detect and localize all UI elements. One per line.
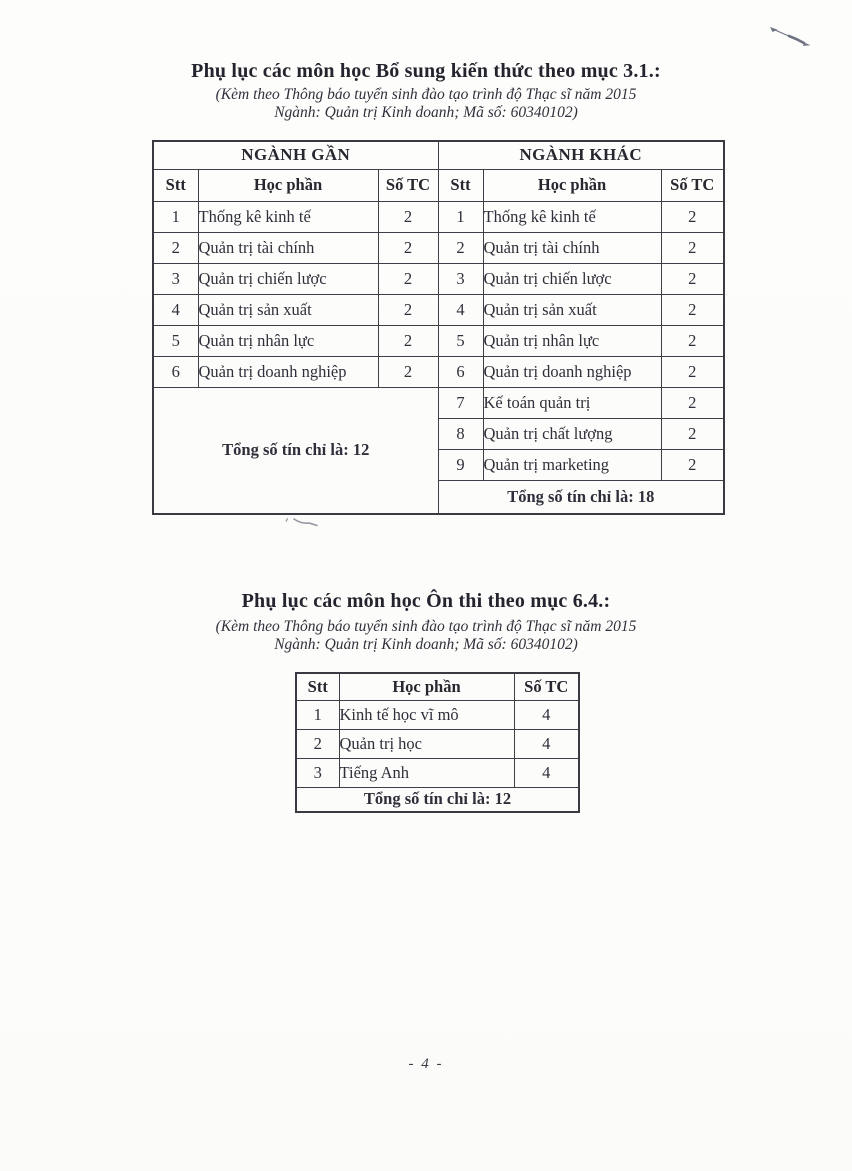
- course-cell: Quản trị nhân lực: [198, 325, 378, 356]
- course-cell: Quản trị nhân lực: [483, 325, 661, 356]
- table-row: [296, 758, 579, 787]
- page-number: - 4 -: [408, 1056, 444, 1072]
- squiggle-icon: [286, 518, 317, 525]
- credits-cell: 2: [661, 387, 724, 418]
- section2-subtitle-line1: (Kèm theo Thông báo tuyển sinh đào tạo trình độ Thạc sĩ năm 2015: [215, 618, 637, 635]
- exam-review-courses-table: [295, 672, 580, 813]
- pen-flick-icon: [770, 27, 811, 46]
- course-cell: Quản trị doanh nghiệp: [483, 356, 661, 387]
- credits-cell: 2: [378, 201, 438, 232]
- credits-cell: 2: [661, 294, 724, 325]
- group-header-nganh-khac: NGÀNH KHÁC: [438, 141, 724, 169]
- stt-cell: 4: [438, 294, 483, 325]
- gan-total-cell: Tổng số tín chỉ là: 12: [153, 387, 438, 514]
- stt-cell: 3: [438, 263, 483, 294]
- section1-title: Phụ lục các môn học Bổ sung kiến thức theo mục 3.1.:: [191, 60, 661, 82]
- credits-cell: 2: [661, 263, 724, 294]
- credits-cell: 2: [378, 356, 438, 387]
- course-cell: Quản trị chất lượng: [483, 418, 661, 449]
- course-cell: Quản trị sản xuất: [198, 294, 378, 325]
- course-cell: Thống kê kinh tế: [483, 201, 661, 232]
- stt-cell: 3: [153, 263, 198, 294]
- course-cell: Quản trị chiến lược: [198, 263, 378, 294]
- stt-cell: 1: [153, 201, 198, 232]
- stt-cell: 2: [296, 729, 339, 758]
- table-row: [153, 356, 724, 387]
- col-header-sotc: Số TC: [514, 673, 579, 700]
- credits-cell: 4: [514, 758, 579, 787]
- khac-total-cell: Tổng số tín chỉ là: 18: [438, 480, 724, 514]
- course-cell: Quản trị doanh nghiệp: [198, 356, 378, 387]
- section2-subtitle-line2: Ngành: Quản trị Kinh doanh; Mã số: 60340102): [274, 636, 578, 653]
- course-cell: Thống kê kinh tế: [198, 201, 378, 232]
- table-row: [153, 263, 724, 294]
- col-header-stt: Stt: [153, 169, 198, 201]
- credits-cell: 2: [378, 232, 438, 263]
- col-header-hocphan: Học phần: [339, 673, 514, 700]
- stt-cell: 6: [438, 356, 483, 387]
- table-row: [153, 201, 724, 232]
- credits-cell: 2: [378, 325, 438, 356]
- stt-cell: 3: [296, 758, 339, 787]
- credits-cell: 2: [661, 418, 724, 449]
- col-header-sotc: Số TC: [378, 169, 438, 201]
- stt-cell: 1: [438, 201, 483, 232]
- group-header-nganh-gan: NGÀNH GẦN: [153, 141, 438, 169]
- table-row: [296, 787, 579, 812]
- section1-subtitle-line2: Ngành: Quản trị Kinh doanh; Mã số: 60340102): [274, 104, 578, 121]
- credits-cell: 2: [378, 294, 438, 325]
- table-row: [153, 294, 724, 325]
- stt-cell: 9: [438, 449, 483, 480]
- table-row: [296, 729, 579, 758]
- course-cell: Kinh tế học vĩ mô: [339, 700, 514, 729]
- col-header-hocphan: Học phần: [198, 169, 378, 201]
- stt-cell: 6: [153, 356, 198, 387]
- supplementary-courses-table: [152, 140, 725, 515]
- credits-cell: 2: [378, 263, 438, 294]
- credits-cell: 2: [661, 356, 724, 387]
- credits-cell: 4: [514, 700, 579, 729]
- stt-cell: 5: [153, 325, 198, 356]
- table-row: [153, 325, 724, 356]
- course-cell: Quản trị học: [339, 729, 514, 758]
- stt-cell: 4: [153, 294, 198, 325]
- credits-cell: 2: [661, 232, 724, 263]
- stt-cell: 2: [153, 232, 198, 263]
- credits-cell: 4: [514, 729, 579, 758]
- table-row: [153, 387, 724, 418]
- section2-total-cell: Tổng số tín chỉ là: 12: [296, 787, 579, 812]
- course-cell: Quản trị chiến lược: [483, 263, 661, 294]
- stt-cell: 8: [438, 418, 483, 449]
- stt-cell: 1: [296, 700, 339, 729]
- credits-cell: 2: [661, 325, 724, 356]
- table-row: [296, 700, 579, 729]
- course-cell: Tiếng Anh: [339, 758, 514, 787]
- col-header-stt: Stt: [438, 169, 483, 201]
- course-cell: Quản trị sản xuất: [483, 294, 661, 325]
- course-cell: Kế toán quản trị: [483, 387, 661, 418]
- course-cell: Quản trị tài chính: [198, 232, 378, 263]
- col-header-sotc: Số TC: [661, 169, 724, 201]
- stt-cell: 7: [438, 387, 483, 418]
- section1-subtitle-line1: (Kèm theo Thông báo tuyển sinh đào tạo trình độ Thạc sĩ năm 2015: [215, 86, 637, 103]
- credits-cell: 2: [661, 449, 724, 480]
- credits-cell: 2: [661, 201, 724, 232]
- section2-title: Phụ lục các môn học Ôn thi theo mục 6.4.:: [241, 590, 611, 612]
- course-cell: Quản trị tài chính: [483, 232, 661, 263]
- table-row: [153, 232, 724, 263]
- course-cell: Quản trị marketing: [483, 449, 661, 480]
- stt-cell: 5: [438, 325, 483, 356]
- stt-cell: 2: [438, 232, 483, 263]
- col-header-stt: Stt: [296, 673, 339, 700]
- col-header-hocphan: Học phần: [483, 169, 661, 201]
